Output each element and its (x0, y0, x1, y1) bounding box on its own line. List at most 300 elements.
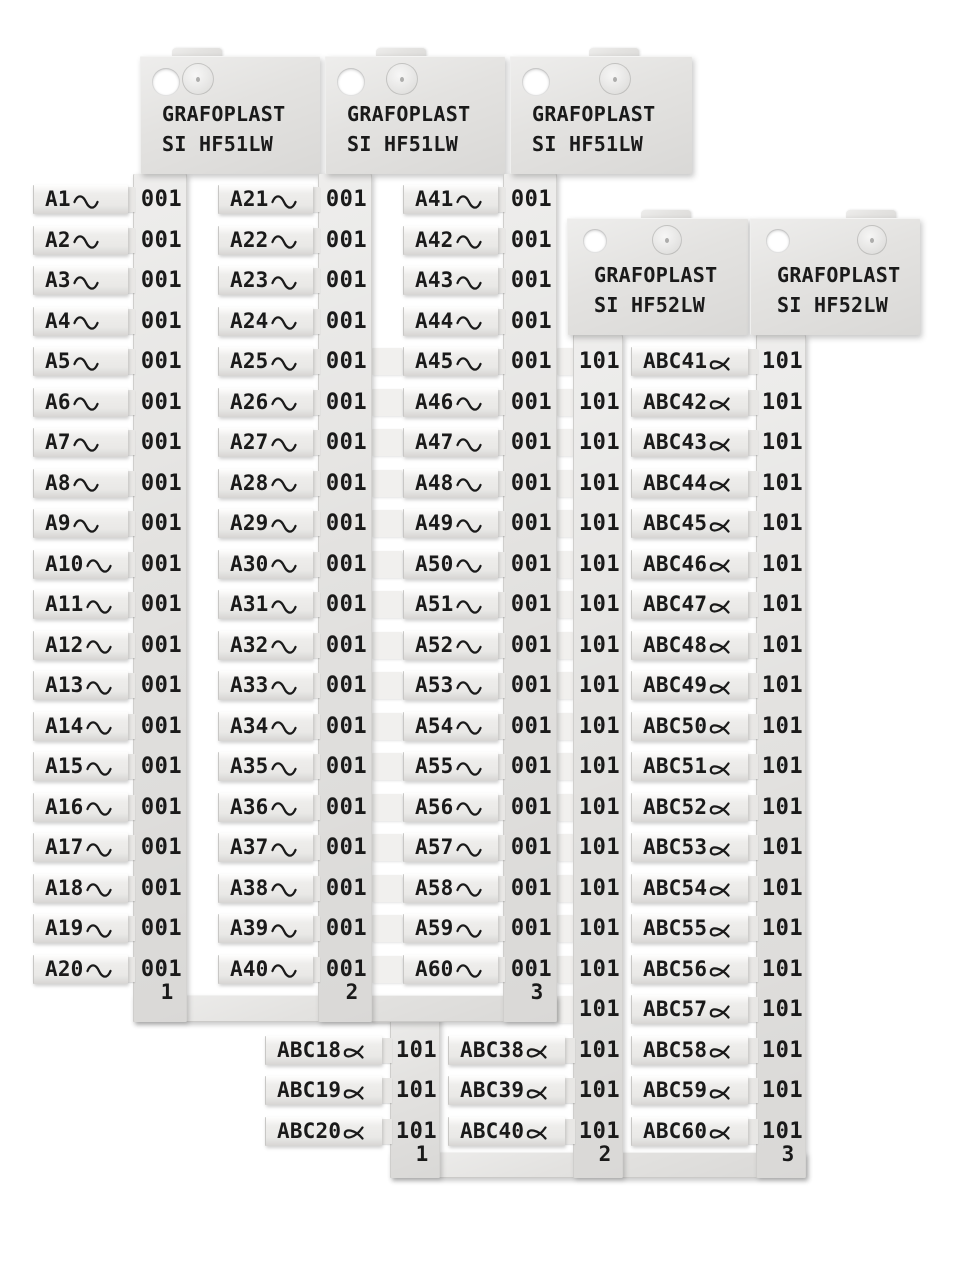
sine-wave-icon (456, 356, 482, 372)
marker-tag (403, 185, 498, 214)
sine-wave-icon (73, 437, 99, 453)
marker-tag (218, 671, 313, 700)
marker-tag-label: A18 (45, 875, 84, 900)
marker-tag (33, 752, 128, 781)
marker-tag (218, 914, 313, 943)
marker-tag-label: A23 (230, 268, 269, 292)
marker-tag (403, 590, 498, 619)
tag-connector (312, 349, 320, 374)
marker-tag-label: ABC50 (643, 713, 708, 738)
order-code: 001 (325, 673, 368, 698)
marker-tag-label: A30 (230, 551, 269, 576)
marker-tag (403, 874, 498, 903)
tag-connector (312, 268, 320, 293)
order-code: 101 (761, 1037, 804, 1063)
order-code: 001 (325, 470, 368, 496)
marker-tag-label: A38 (230, 875, 269, 900)
marker-tag-label: A8 (45, 470, 71, 495)
tag-connector (497, 592, 505, 617)
order-code: 001 (510, 430, 553, 455)
sine-wave-icon (86, 558, 112, 574)
order-code: 001 (510, 713, 553, 739)
marker-tag-label: A11 (45, 592, 84, 616)
marker-tag-label: A16 (45, 794, 84, 819)
order-code: 101 (578, 673, 621, 698)
tag-connector (312, 876, 320, 901)
order-code: 001 (325, 227, 368, 253)
marker-tag-label: ABC52 (643, 794, 708, 819)
tag-connector (127, 511, 135, 536)
tag-connector (127, 309, 135, 334)
order-code: 101 (761, 632, 804, 658)
marker-tag-label: ABC38 (460, 1037, 525, 1062)
marker-tag (218, 631, 313, 660)
sine-wave-icon (271, 923, 297, 939)
sine-wave-icon (271, 720, 297, 736)
order-code: 101 (761, 592, 804, 617)
marker-tag-label: ABC49 (643, 673, 708, 697)
marker-tag (218, 347, 313, 376)
order-code: 001 (140, 794, 183, 820)
sine-wave-icon (271, 842, 297, 858)
order-code: 001 (510, 308, 553, 334)
order-code: 101 (578, 794, 621, 820)
marker-tag-label: A35 (230, 754, 269, 778)
marker-tag-label: A36 (230, 794, 269, 819)
order-code: 001 (140, 470, 183, 496)
tag-connector (497, 714, 505, 739)
sine-wave-icon (456, 396, 482, 412)
order-code: 101 (395, 1118, 438, 1144)
card-header (140, 56, 320, 174)
marker-tag (218, 793, 313, 822)
header-text (162, 99, 317, 163)
order-code: 101 (761, 997, 804, 1022)
marker-tag-label: A49 (415, 511, 454, 535)
header-text (347, 99, 502, 163)
sine-wave-icon (73, 396, 99, 412)
marker-tag-label: A37 (230, 835, 269, 859)
tag-connector (127, 430, 135, 455)
marker-tag (403, 793, 498, 822)
marker-tag-label: ABC41 (643, 349, 708, 373)
marker-tag (218, 955, 313, 984)
marker-tag (218, 185, 313, 214)
marker-tag (218, 550, 313, 579)
marker-tag-label: A25 (230, 349, 269, 373)
sine-wave-icon (271, 477, 297, 493)
tag-connector (497, 309, 505, 334)
order-code: 001 (510, 754, 553, 779)
sine-wave-icon (86, 801, 112, 817)
marker-tag-label: A6 (45, 389, 71, 414)
marker-tag-label: A5 (45, 349, 71, 373)
order-code: 101 (578, 470, 621, 496)
sine-wave-icon (271, 518, 297, 534)
sine-wave-icon (456, 639, 482, 655)
tag-connector (312, 511, 320, 536)
marker-tag-label: ABC18 (277, 1037, 342, 1062)
marker-tag-label: A2 (45, 227, 71, 252)
sine-wave-icon (271, 396, 297, 412)
marker-tag-label: A47 (415, 430, 454, 454)
marker-tag-label: ABC58 (643, 1037, 708, 1062)
marker-tag (403, 226, 498, 255)
marker-tag (403, 712, 498, 741)
marker-tag (403, 509, 498, 538)
tag-connector (127, 714, 135, 739)
order-code: 101 (761, 430, 804, 455)
marker-tag-label: A20 (45, 956, 84, 981)
marker-tag-label: ABC19 (277, 1078, 342, 1102)
order-code: 001 (510, 592, 553, 617)
order-code: 101 (761, 835, 804, 860)
sine-wave-icon (271, 680, 297, 696)
marker-tag (403, 428, 498, 457)
marker-tag (403, 671, 498, 700)
tag-connector (312, 471, 320, 496)
marker-tag-label: A12 (45, 632, 84, 657)
order-code: 001 (325, 349, 368, 374)
tag-connector (312, 795, 320, 820)
marker-tag (33, 550, 128, 579)
order-code: 001 (510, 389, 553, 415)
marker-tag-label: A32 (230, 632, 269, 657)
tag-connector (312, 916, 320, 941)
sine-wave-icon (86, 720, 112, 736)
tag-connector (497, 268, 505, 293)
marker-tag-label: ABC40 (460, 1118, 525, 1143)
marker-tag-label: ABC56 (643, 956, 708, 981)
marker-tag-label: A3 (45, 268, 71, 292)
order-code: 001 (140, 551, 183, 577)
order-code: 001 (325, 956, 368, 982)
order-code: 101 (761, 956, 804, 982)
strip-number: 3 (781, 1142, 795, 1166)
order-code: 101 (578, 956, 621, 982)
marker-tag (33, 671, 128, 700)
molded-circle (386, 63, 418, 95)
order-code: 101 (395, 1037, 438, 1063)
marker-tag-label: ABC42 (643, 389, 708, 414)
order-code: 101 (761, 713, 804, 739)
tag-connector (312, 633, 320, 658)
order-code: 101 (578, 632, 621, 658)
marker-tag (33, 266, 128, 295)
order-code: 001 (510, 187, 553, 212)
sine-wave-icon (86, 963, 112, 979)
sine-wave-icon (271, 761, 297, 777)
order-code: 001 (140, 592, 183, 617)
tag-connector (127, 390, 135, 415)
order-code: 001 (510, 551, 553, 577)
marker-tag (218, 307, 313, 336)
tag-connector (127, 835, 135, 860)
marker-tag-label: A55 (415, 754, 454, 778)
sine-wave-icon (86, 923, 112, 939)
sine-wave-icon (73, 234, 99, 250)
order-code: 101 (761, 1078, 804, 1103)
marker-tag-label: A7 (45, 430, 71, 454)
marker-tag-label: A43 (415, 268, 454, 292)
order-code: 101 (578, 1118, 621, 1144)
tag-connector (497, 349, 505, 374)
order-code: 001 (325, 551, 368, 577)
marker-tag-label: A46 (415, 389, 454, 414)
sine-wave-icon (271, 437, 297, 453)
sine-wave-icon (456, 882, 482, 898)
order-code: 101 (578, 551, 621, 577)
order-code: 001 (325, 754, 368, 779)
tag-connector (497, 511, 505, 536)
molded-center-dot (400, 77, 404, 82)
tag-connector (127, 673, 135, 698)
marker-tag-label: A54 (415, 713, 454, 738)
tag-connector (312, 552, 320, 577)
order-code: 101 (578, 754, 621, 779)
marker-tag-label: A26 (230, 389, 269, 414)
marker-tag-label: A27 (230, 430, 269, 454)
marker-tag (33, 590, 128, 619)
marker-tag (33, 712, 128, 741)
mounting-hole (522, 68, 550, 96)
order-code: 101 (761, 794, 804, 820)
order-code: 101 (761, 916, 804, 941)
tag-connector (127, 349, 135, 374)
order-code: 101 (761, 1118, 804, 1144)
order-code: 001 (140, 713, 183, 739)
order-code: 001 (325, 632, 368, 658)
marker-tag-label: A33 (230, 673, 269, 697)
sine-wave-icon (456, 558, 482, 574)
order-code: 001 (140, 511, 183, 536)
molded-circle (599, 63, 631, 95)
sine-wave-icon (73, 518, 99, 534)
strip-number: 3 (530, 980, 544, 1004)
sine-wave-icon (456, 720, 482, 736)
sine-wave-icon (456, 963, 482, 979)
order-code: 001 (140, 308, 183, 334)
sine-wave-icon (456, 761, 482, 777)
sine-wave-icon (271, 599, 297, 615)
marker-tag-label: ABC47 (643, 592, 708, 616)
order-code: 001 (140, 835, 183, 860)
strip-number: 2 (345, 980, 359, 1004)
marker-tag-label: ABC39 (460, 1078, 525, 1102)
sine-wave-icon (456, 518, 482, 534)
sine-wave-icon (271, 234, 297, 250)
mounting-hole (152, 68, 180, 96)
order-code: 101 (578, 997, 621, 1022)
sine-wave-icon (456, 923, 482, 939)
order-code: 001 (325, 308, 368, 334)
marker-tag-label: A42 (415, 227, 454, 252)
marker-tag-label: A41 (415, 187, 454, 211)
molded-center-dot (196, 77, 200, 82)
order-code: 001 (140, 349, 183, 374)
order-code: 001 (140, 956, 183, 982)
order-code: 001 (510, 349, 553, 374)
order-code: 101 (761, 389, 804, 415)
tag-connector (127, 268, 135, 293)
tag-connector (497, 916, 505, 941)
order-code: 001 (325, 875, 368, 901)
sine-wave-icon (456, 801, 482, 817)
strip-number: 1 (415, 1142, 429, 1166)
marker-tag (33, 955, 128, 984)
marker-tag (403, 955, 498, 984)
tag-connector (127, 795, 135, 820)
sine-wave-icon (86, 680, 112, 696)
tag-connector (312, 835, 320, 860)
marker-tag-label: A29 (230, 511, 269, 535)
tag-connector (127, 187, 135, 212)
sine-wave-icon (271, 558, 297, 574)
marker-tag-label: A34 (230, 713, 269, 738)
sine-wave-icon (86, 842, 112, 858)
marker-tag-label: A51 (415, 592, 454, 616)
tag-connector (312, 754, 320, 779)
strip-number: 1 (160, 980, 174, 1004)
marker-tag (218, 388, 313, 417)
marker-tag (218, 752, 313, 781)
marker-tag-label: A10 (45, 551, 84, 576)
marker-tag (403, 833, 498, 862)
tag-connector (497, 957, 505, 982)
order-code: 001 (325, 916, 368, 941)
marker-tag (33, 469, 128, 498)
brand-text: GRAFOPLAST (777, 263, 901, 287)
marker-tag-label: A1 (45, 187, 71, 211)
sine-wave-icon (456, 842, 482, 858)
marker-tag (33, 631, 128, 660)
marker-tag-label: A59 (415, 916, 454, 940)
order-code: 001 (325, 430, 368, 455)
order-code: 001 (140, 875, 183, 901)
marker-tag-label: A17 (45, 835, 84, 859)
tag-connector (312, 957, 320, 982)
marker-tag-label: A60 (415, 956, 454, 981)
order-code: 001 (510, 956, 553, 982)
sine-wave-icon (271, 639, 297, 655)
tag-connector (497, 430, 505, 455)
marker-tag-label: A14 (45, 713, 84, 738)
marker-tag (33, 428, 128, 457)
order-code: 001 (510, 470, 553, 496)
tag-connector (127, 592, 135, 617)
brand-text: GRAFOPLAST (594, 263, 718, 287)
model-text: SI HF51LW (162, 132, 274, 156)
marker-tag-label: ABC53 (643, 835, 708, 859)
marker-tag-label: A31 (230, 592, 269, 616)
order-code: 101 (578, 389, 621, 415)
card-header (510, 56, 692, 174)
tag-connector (127, 916, 135, 941)
tag-connector (497, 633, 505, 658)
marker-tag (33, 833, 128, 862)
sine-wave-icon (86, 599, 112, 615)
order-code: 101 (578, 592, 621, 617)
tag-connector (127, 633, 135, 658)
tag-connector (497, 228, 505, 253)
marker-tag (218, 874, 313, 903)
tag-connector (127, 876, 135, 901)
marker-tag-label: ABC48 (643, 632, 708, 657)
tag-connector (312, 430, 320, 455)
marker-tag-label: A15 (45, 754, 84, 778)
sine-wave-icon (271, 315, 297, 331)
marker-tag (33, 347, 128, 376)
sine-wave-icon (271, 963, 297, 979)
order-code: 101 (578, 835, 621, 860)
marker-tag-label: A52 (415, 632, 454, 657)
order-code: 101 (578, 430, 621, 455)
tag-connector (497, 673, 505, 698)
sine-wave-icon (271, 882, 297, 898)
tag-connector (497, 795, 505, 820)
order-code: 101 (395, 1078, 438, 1103)
marker-tag (403, 631, 498, 660)
marker-tag (33, 226, 128, 255)
marker-tag (33, 793, 128, 822)
marker-tag-label: A48 (415, 470, 454, 495)
sine-wave-icon (456, 477, 482, 493)
order-code: 101 (578, 875, 621, 901)
marker-tag (218, 712, 313, 741)
marker-tag (403, 266, 498, 295)
strip-number: 2 (598, 1142, 612, 1166)
order-code: 101 (761, 673, 804, 698)
model-text: SI HF52LW (777, 293, 889, 317)
marker-tag-label: A40 (230, 956, 269, 981)
marker-tag (33, 509, 128, 538)
order-code: 001 (325, 713, 368, 739)
marker-tag (403, 752, 498, 781)
marker-tag (33, 307, 128, 336)
marker-tag (218, 509, 313, 538)
marker-tag-label: ABC51 (643, 754, 708, 778)
marker-tag (218, 226, 313, 255)
order-code: 101 (761, 754, 804, 779)
model-text: SI HF51LW (347, 132, 459, 156)
marker-tag-label: A22 (230, 227, 269, 252)
sine-wave-icon (271, 801, 297, 817)
sine-wave-icon (86, 639, 112, 655)
order-code: 101 (578, 1078, 621, 1103)
marker-tag-label: A39 (230, 916, 269, 940)
marker-tag (218, 833, 313, 862)
marker-tag-label: A21 (230, 187, 269, 211)
tag-connector (312, 187, 320, 212)
marker-tag-label: A4 (45, 308, 71, 333)
brand-text: GRAFOPLAST (532, 102, 656, 126)
sine-wave-icon (73, 275, 99, 291)
tag-connector (312, 714, 320, 739)
marker-tag-label: A19 (45, 916, 84, 940)
order-code: 001 (510, 673, 553, 698)
tag-connector (497, 552, 505, 577)
sine-wave-icon (456, 599, 482, 615)
sine-wave-icon (456, 234, 482, 250)
marker-tag (33, 388, 128, 417)
order-code: 001 (325, 592, 368, 617)
marker-tag-label: A50 (415, 551, 454, 576)
order-code: 001 (140, 430, 183, 455)
sine-wave-icon (271, 194, 297, 210)
marker-tag (403, 914, 498, 943)
order-code: 101 (761, 349, 804, 374)
marker-tag-label: ABC59 (643, 1078, 708, 1102)
